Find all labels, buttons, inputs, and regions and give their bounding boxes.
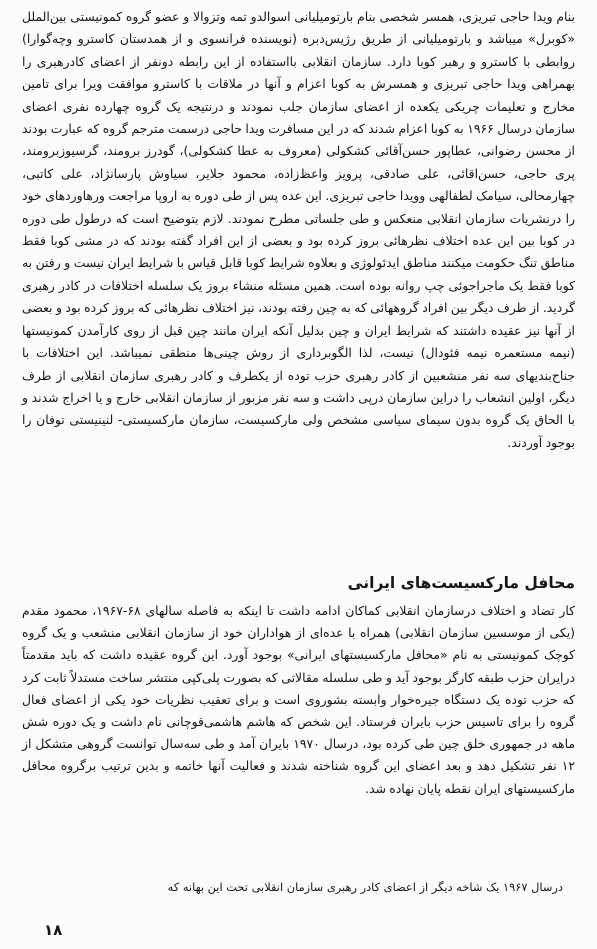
- section-heading: محافل مارکسیست‌های ایرانی: [347, 574, 575, 592]
- body-paragraph-2: کار تضاد و اختلاف درسازمان انقلابی کماکان ادامه داشت تا اینکه به فاصله سالهای ۶۸-۱۹۶۷، محمود مقدم (یکی از موسسین سازمان انقلابی) همراه با عده‌ای از هواداران خود از سازمان انقلابی منشعب و یک گروه کوچک کمونیستی به نام «محافل مارکسیستهای ایرانی» بوجود آورد. این گروه عقیده داشت که باید مقدمتاً درایران حزب طبقه کارگر بوجود آید و طی سلسله مقالاتی که بصورت پلی‌کپی منتشر ساخت مستدلاً ثابت کرد که حزب توده یک دستگاه جیره‌خوار وابسته بشوروی است و برای تعقیب نظریات خود یکی از اعضای فعال گروه را برای تاسیس حزب بایران فرستاد. این شخص که هاشم هاشمی‌قوچانی نام داشت و یک دوره شش ماهه در جمهوری خلق چین طی کرده بود، درسال ۱۹۷۰ بایران آمد و طی سه‌سال توانست گروهی متشکل از ۱۲ نفر تشکیل دهد و بعد اعضای این گروه شناخته شدند و فعالیت آنها خاتمه و بدین ترتیب برگروه محافل مارکسیستهای ایران نقطه پایان نهاده شد.: [22, 603, 575, 796]
- body-paragraph-1: بنام ویدا حاجی تبریزی، همسر شخصی بنام بارتومیلیانی اسوالدو تمه وتزوالا و عضو گروه کمونیستی بین‌الملل «کوبرل» میباشد و بارتومیلیانی از طریق رژیس‌دبره (نویسنده فرانسوی و از همدستان کاسترو وچه‌گوارا) روابطی با کاسترو و رهبر کوبا دارد. سازمان انقلابی بااستفاده از این رابطه دونفر از اعضای کادرهبری را بهمراهی ویدا حاجی تبریزی و همسرش به کوبا اعزام و آنها در ملاقات با کاسترو موافقت ویرا برای تامین مخارج و تعلیمات چریکی یکعده از اعضای سازمان جلب نمودند و درنتیجه یک گروه چهارده نفری اعضای سازمان درسال ۱۹۶۶ به کوبا اعزام شدند که در این مسافرت ویدا حاجی درسمت مترجم گروه که عبارت بودند از محسن رضوانی، عطاپور حسن‌آقائی کشکولی (معروف به عطا کشکولی)، گودرز برومند، گرسیوزبرومند، پری حاجی، حسن‌اقائی، علی صادقی، پرویز واعظ‌زاده، محمود جلایر، سیاوش پارسانژاد، علی کاتبی، چهارمحالی، سیامک لطفالهی وویدا حاجی تبریزی. این عده پس از طی دوره به اروپا مراجعت ورهاوردهای خود را درنشریات سازمان انقلابی منعکس و طی جلساتی مطرح نمودند. لازم بتوضیح است که درطول طی دوره در کوبا بین این عده اختلاف نظرهائی بروز کرده بود و بعضی از این افراد گفته بودند که در مشی کوبا فقط مناطق تنگ حکومت میکنند مناطق ایدئولوژی و بعلاوه شرایط کوبا قابل قیاس با شرایط ایران نیست و رفتن به کوبا فقط یک ماجراجوئی چپ روانه بوده است. همین مسئله منشاء بروز یک سلسله اختلافات در کادر رهبری گردید. از طرف دیگر بین افراد گروههائی که به چین رفته بودند، نیز اختلاف نظرهائی که بروز کرده بود و بعضی از آنها نیز عقیده داشتند که شرایط ایران و چین بدلیل آنکه ایران مانند چین قبل از روی کارآمدن کمونیستها (نیمه مستعمره نیمه فئودال) نیست، لذا الگوبرداری از روش چینی‌ها منطقی نمیباشد. این اختلافات با جناح‌بندیهای سه نفر منشعبین از کادر رهبری حزب توده از یکطرف و کادر رهبری سازمان انقلابی از طرف دیگر، اولین انشعاب را دراین سازمان درپی داشت و سه نفر مزبور از سازمان انقلابی خارج و یا اخراج شدند و با الحاق یک گروه بدون سیمای سیاسی مشخص ولی مارکسیست، سازمان مارکسیستی- لنینیستی توفان را بوجود آوردند.: [22, 9, 575, 450]
- footnote: درسال ۱۹۶۷ یک شاخه دیگر از اعضای کادر رهبری سازمان انقلابی تحت این بهانه که: [167, 880, 563, 894]
- page-number: ۱۸: [44, 921, 63, 939]
